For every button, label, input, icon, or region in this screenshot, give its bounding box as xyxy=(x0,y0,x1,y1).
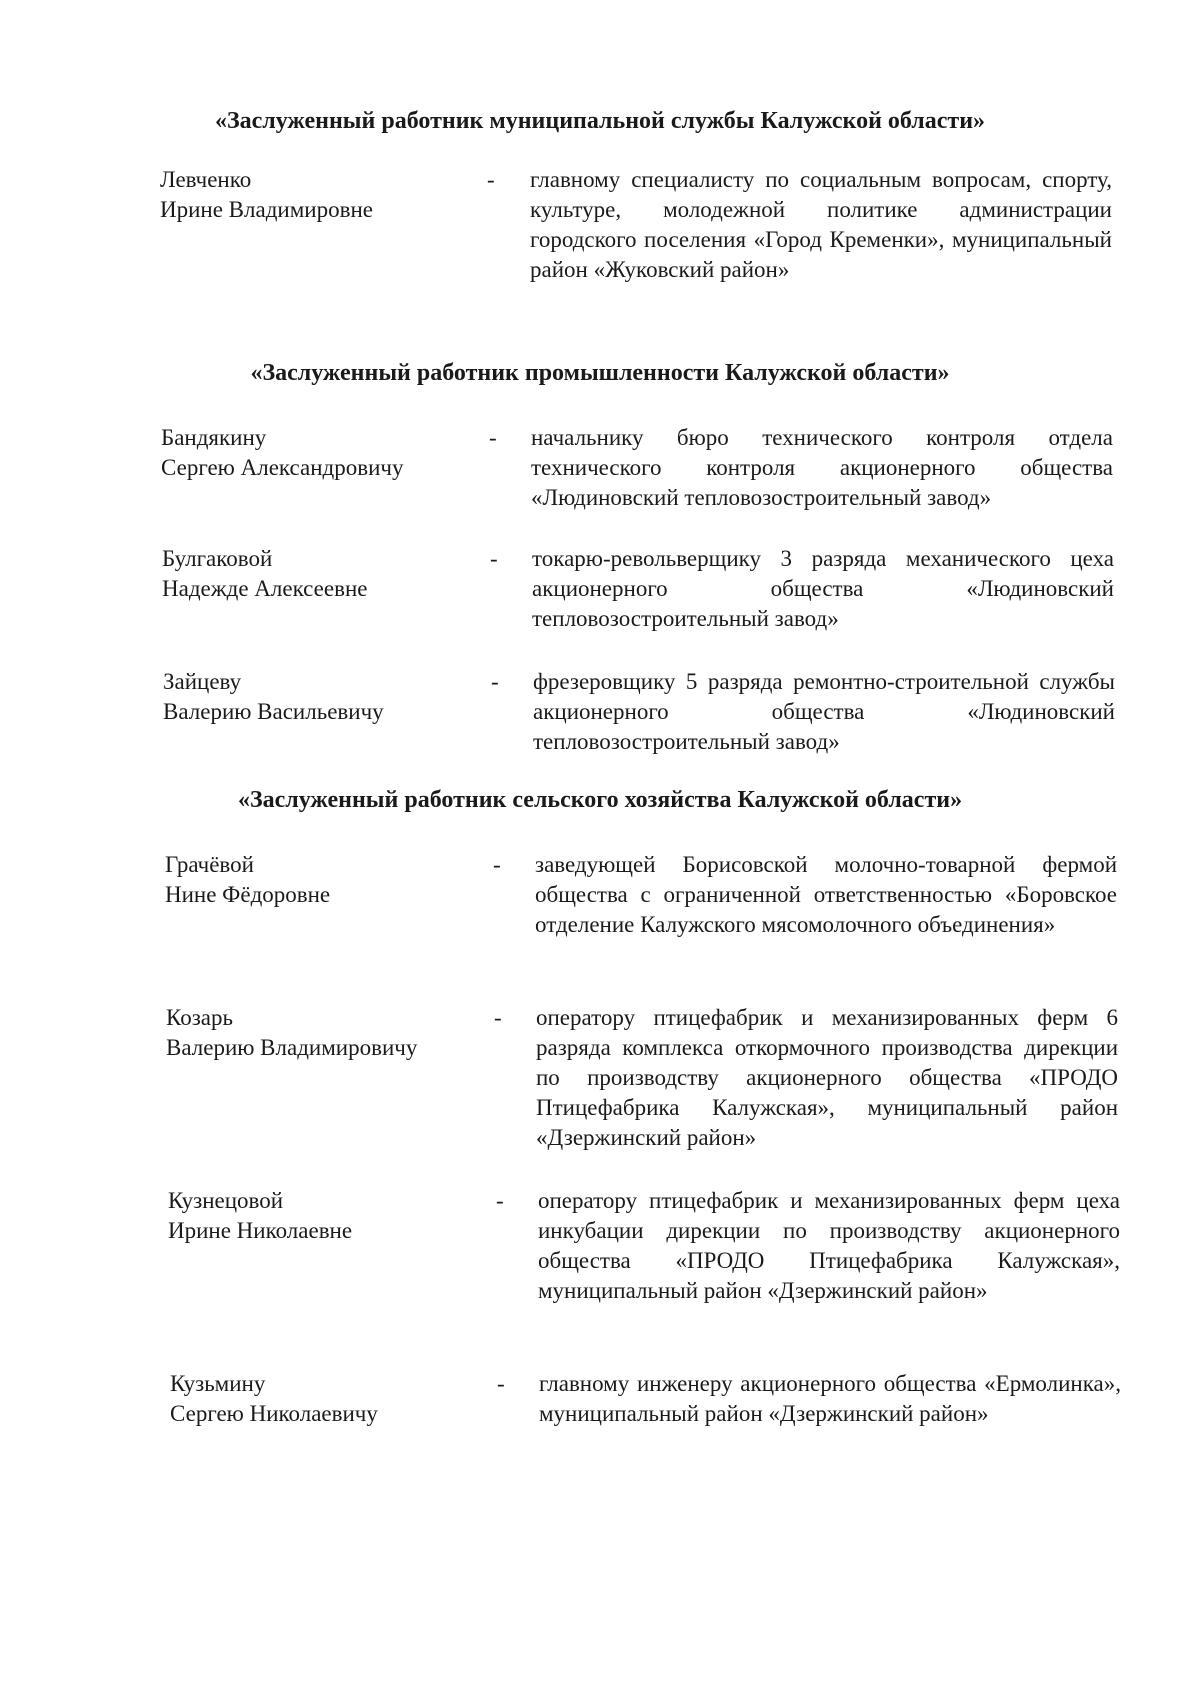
recipient-position: главному специалисту по социальным вопросам, спорту, культуре, молодежной политике администрации городского поселения «Город Кременки», муниципальный район «Жуковский район» xyxy=(530,167,1112,282)
section-title-municipal-service: «Заслуженный работник муниципальной службы Калужской области» xyxy=(214,108,986,134)
recipient-given-name: Сергею Александровичу xyxy=(161,455,404,480)
recipient-given-name: Валерию Владимировичу xyxy=(166,1035,418,1060)
recipient-position: фрезеровщику 5 разряда ремонтно-строительной службы акционерного общества «Людиновский тепловозостроительный завод» xyxy=(533,669,1115,754)
award-entry xyxy=(0,165,1200,305)
award-entry xyxy=(0,544,1200,684)
recipient-position: оператору птицефабрик и механизированных ферм 6 разряда комплекса откормочного производства дирекции по производству акционерного общества «ПРОДО Птицефабрика Калужская», муниципальный район «Дзержинский район» xyxy=(536,1005,1118,1150)
dash-separator: - xyxy=(487,167,495,192)
recipient-name xyxy=(160,165,460,225)
recipient-surname: Зайцеву xyxy=(163,669,242,694)
recipient-position: заведующей Борисовской молочно-товарной фермой общества с ограниченной ответственностью «Боровское отделение Калужского мясомолочного объединения» xyxy=(535,852,1117,937)
recipient-surname: Кузьмину xyxy=(170,1371,266,1396)
recipient-given-name: Ирине Владимировне xyxy=(160,197,373,222)
recipient-name xyxy=(163,667,463,727)
recipient-surname: Бандякину xyxy=(161,425,267,450)
section-title-agriculture: «Заслуженный работник сельского хозяйства Калужской области» xyxy=(237,787,963,813)
dash-separator: - xyxy=(497,1371,505,1396)
recipient-name xyxy=(162,544,462,604)
award-entry xyxy=(0,1369,1200,1509)
dash-separator: - xyxy=(493,852,501,877)
award-entry xyxy=(0,1186,1200,1326)
recipient-name xyxy=(170,1369,470,1429)
dash-separator: - xyxy=(490,546,498,571)
recipient-surname: Левченко xyxy=(160,167,252,192)
section-title-industry: «Заслуженный работник промышленности Калужской области» xyxy=(250,360,950,386)
recipient-name xyxy=(166,1003,466,1063)
recipient-position: оператору птицефабрик и механизированных ферм цеха инкубации дирекции по производству акционерного общества «ПРОДО Птицефабрика Калужская», муниципальный район «Дзержинский район» xyxy=(538,1188,1120,1303)
award-entry xyxy=(0,850,1200,990)
recipient-given-name: Надежде Алексеевне xyxy=(162,576,368,601)
recipient-position: токарю-револьверщику 3 разряда механического цеха акционерного общества «Людиновский тепловозостроительный завод» xyxy=(532,546,1114,631)
recipient-given-name: Ирине Николаевне xyxy=(168,1218,353,1243)
recipient-surname: Кузнецовой xyxy=(168,1188,284,1213)
recipient-position: главному инженеру акционерного общества «Ермолинка», муниципальный район «Дзержинский район» xyxy=(539,1371,1121,1426)
dash-separator: - xyxy=(489,425,497,450)
dash-separator: - xyxy=(494,1005,502,1030)
recipient-position: начальнику бюро технического контроля отдела технического контроля акционерного общества «Людиновский тепловозостроительный завод» xyxy=(531,425,1113,510)
recipient-given-name: Валерию Васильевичу xyxy=(163,699,384,724)
recipient-given-name: Нине Фёдоровне xyxy=(165,882,331,907)
recipient-surname: Грачёвой xyxy=(165,852,254,877)
dash-separator: - xyxy=(491,669,499,694)
award-entry xyxy=(0,1003,1200,1150)
recipient-name xyxy=(165,850,465,910)
recipient-name xyxy=(168,1186,468,1246)
recipient-surname: Булгаковой xyxy=(162,546,273,571)
recipient-given-name: Сергею Николаевичу xyxy=(170,1401,378,1426)
award-entry xyxy=(0,423,1200,563)
recipient-name xyxy=(161,423,461,483)
recipient-surname: Козарь xyxy=(166,1005,233,1030)
dash-separator: - xyxy=(496,1188,504,1213)
